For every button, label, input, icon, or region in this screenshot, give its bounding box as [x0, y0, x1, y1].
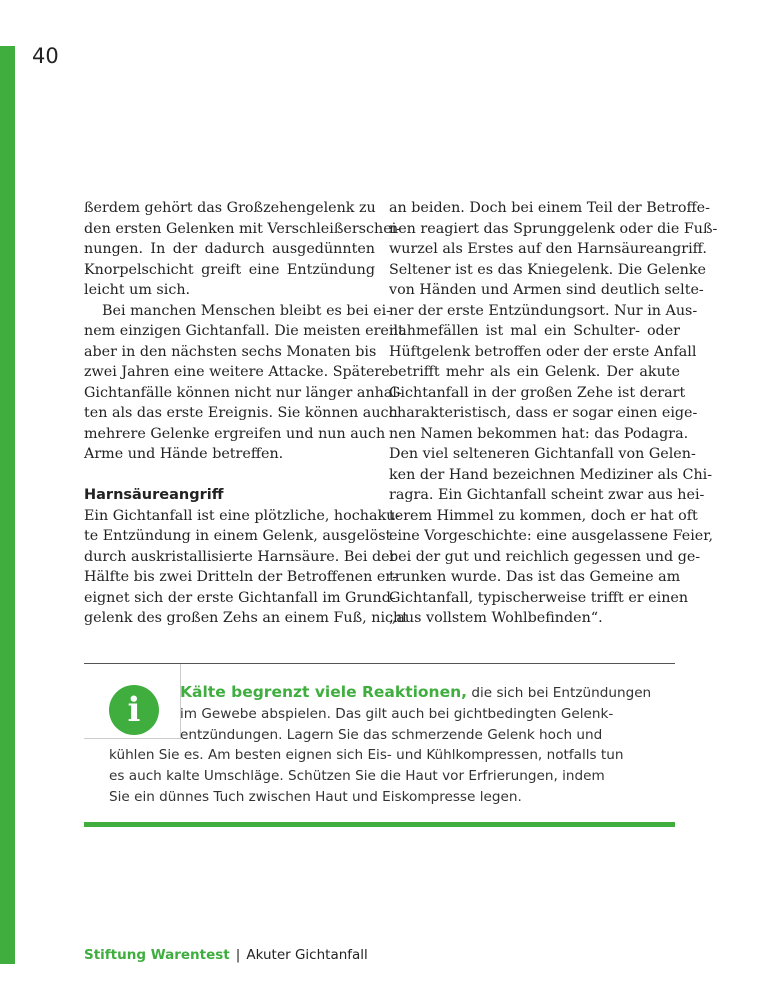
text-line: ken der Hand bezeichnen Mediziner als Chi-	[389, 466, 713, 483]
text-line: durch auskristallisierte Harnsäure. Bei der	[84, 548, 397, 565]
tip-line: Sie ein dünnes Tuch zwischen Haut und Eiskompresse legen.	[109, 789, 522, 805]
side-accent-bar	[0, 46, 15, 964]
text-line: von Händen und Armen sind deutlich selte-	[389, 282, 704, 298]
tip-line: im Gewebe abspielen. Das gilt auch bei gichtbedingten Gelenk-	[180, 706, 614, 722]
left-column	[84, 198, 408, 629]
page-footer	[84, 947, 368, 963]
text-line: nen Namen bekommen hat: das Podagra.	[389, 425, 689, 442]
text-line: leicht um sich.	[84, 282, 191, 298]
tip-line: entzündungen. Lagern Sie das schmerzende Gelenk hoch und	[180, 727, 603, 743]
text-line: mehrere Gelenke ergreifen und nun auch	[84, 425, 386, 442]
text-line: Arme und Hände betreffen.	[84, 446, 284, 462]
text-line: Gichtanfall, typischerweise trifft er einen	[389, 589, 689, 606]
text-line: betrifft mehr als ein Gelenk. Der akute	[389, 364, 680, 380]
right-column	[389, 198, 718, 629]
text-line: Gichtanfälle können nicht nur länger anhal-	[84, 384, 402, 401]
text-line: nen reagiert das Sprunggelenk oder die Fuß-	[389, 220, 718, 237]
footer-separator: |	[235, 947, 241, 963]
text-line: an beiden. Doch bei einem Teil der Betroffe-	[389, 200, 710, 216]
text-line: charakteristisch, dass er sogar einen eige-	[389, 405, 698, 421]
text-line: ragra. Ein Gichtanfall scheint zwar aus hei-	[389, 487, 705, 503]
text-line: Seltener ist es das Kniegelenk. Die Gelenke	[389, 261, 706, 278]
text-line: zwei Jahren eine weitere Attacke. Spätere	[84, 364, 390, 380]
tip-line	[180, 683, 651, 701]
text-line: wurzel als Erstes auf den Harnsäureangriff.	[389, 241, 707, 257]
tip-heading: Kälte begrenzt viele Reaktionen,	[180, 683, 468, 701]
text-line: gelenk des großen Zehs an einem Fuß, nicht	[84, 610, 408, 626]
text-line: eignet sich der erste Gichtanfall im Grund-	[84, 589, 396, 606]
text-line: nem einzigen Gichtanfall. Die meisten ereilt	[84, 323, 404, 339]
text-line: Knorpelschicht greift eine Entzündung	[84, 261, 375, 278]
text-line: „aus vollstem Wohlbefinden“.	[389, 610, 603, 626]
text-line: Hüftgelenk betroffen oder der erste Anfall	[389, 343, 697, 360]
text-line: ner der erste Entzündungsort. Nur in Aus-	[389, 302, 698, 319]
tip-line: kühlen Sie es. Am besten eignen sich Eis- und Kühlkompressen, notfalls tun	[109, 747, 624, 763]
text-line: ßerdem gehört das Großzehengelenk zu	[84, 200, 376, 216]
tip-line: es auch kalte Umschläge. Schützen Sie die Haut vor Erfrierungen, indem	[109, 768, 605, 784]
text-line: Hälfte bis zwei Dritteln der Betroffenen er-	[84, 569, 398, 585]
text-line: ten als das erste Ereignis. Sie können auch	[84, 405, 398, 421]
text-line: trunken wurde. Das ist das Gemeine am	[389, 569, 681, 585]
text-line: den ersten Gelenken mit Verschleißerschei-	[84, 220, 402, 237]
section-heading: Harnsäureangriff	[84, 487, 224, 503]
page-number: 40	[32, 44, 59, 68]
text-line: terem Himmel zu kommen, doch er hat oft	[389, 507, 698, 524]
footer-brand: Stiftung Warentest	[84, 947, 230, 963]
text-line: bei der gut und reichlich gegessen und ge-	[389, 548, 701, 565]
text-line: Ein Gichtanfall ist eine plötzliche, hochaku-	[84, 507, 401, 524]
text-line: aber in den nächsten sechs Monaten bis	[84, 343, 377, 360]
tip-text: die sich bei Entzündungen	[467, 685, 652, 701]
paragraph-gap	[84, 465, 375, 486]
text-line: Den viel selteneren Gichtanfall von Gelen-	[389, 446, 696, 462]
text-line: nahmefällen ist mal ein Schulter- oder	[389, 323, 680, 339]
text-line: te Entzündung in einem Gelenk, ausgelöst	[84, 528, 392, 544]
text-line: Bei manchen Menschen bleibt es bei ei-	[102, 302, 392, 319]
info-icon: i	[109, 685, 159, 735]
text-line: nungen. In der dadurch ausgedünnten	[84, 241, 375, 257]
tip-bottom-rule	[84, 822, 675, 827]
text-line: eine Vorgeschichte: eine ausgelassene Feier,	[389, 528, 714, 544]
text-line: Gichtanfall in der großen Zehe ist derart	[389, 384, 686, 401]
footer-title: Akuter Gichtanfall	[246, 947, 368, 963]
